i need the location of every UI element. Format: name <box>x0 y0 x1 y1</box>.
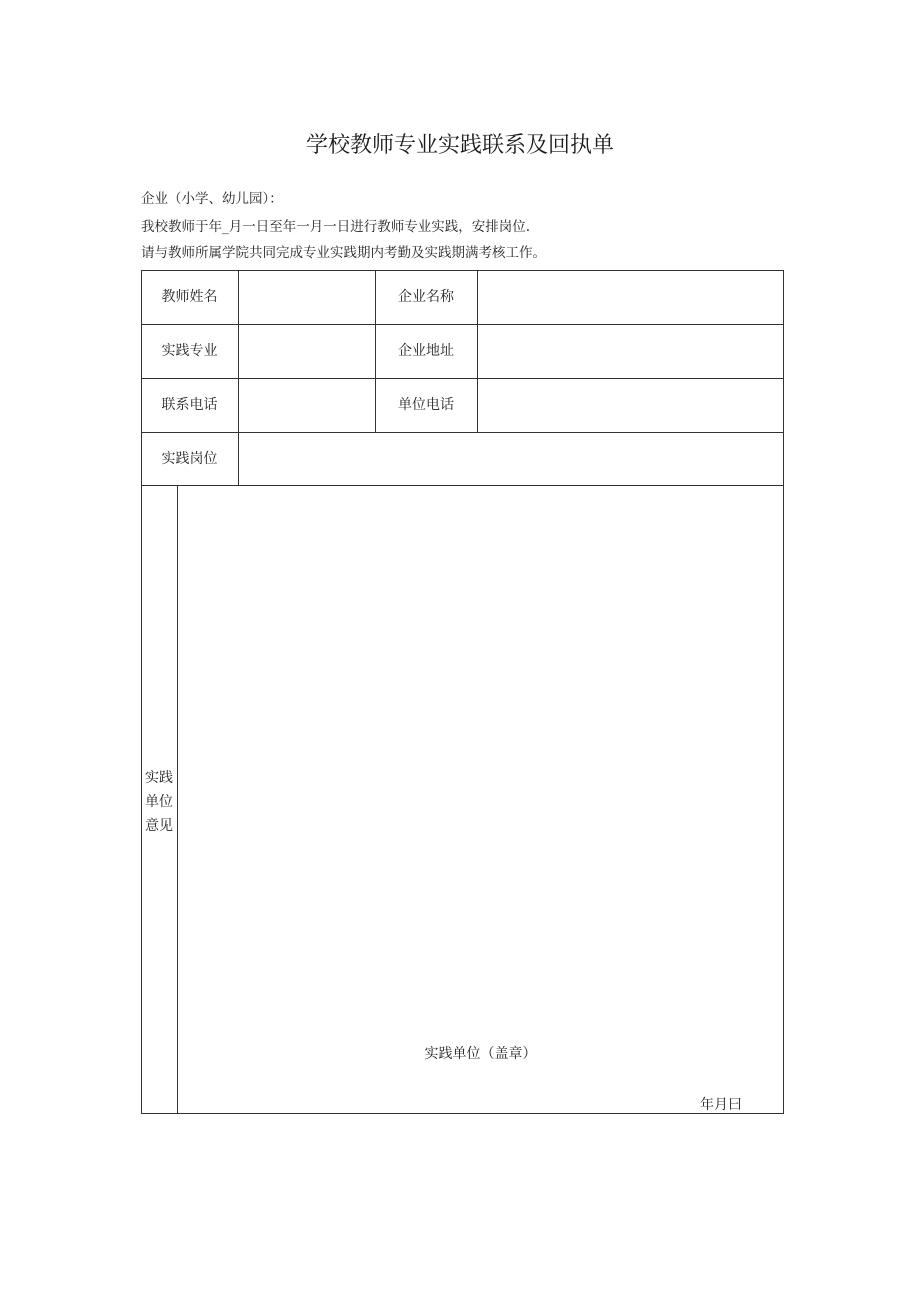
opinion-label-line: 单位 <box>145 794 173 810</box>
addressee-line: 企业（小学、幼儿园）： <box>141 191 283 207</box>
teacher-name-label: 教师姓名 <box>161 289 218 305</box>
table-col-divider <box>477 270 478 432</box>
table-border-bottom <box>141 1113 784 1114</box>
practice-position-label: 实践岗位 <box>161 451 218 467</box>
date-label: 年月曰 <box>700 1097 742 1113</box>
opinion-label <box>141 766 177 838</box>
opinion-label-line: 实践 <box>145 770 173 786</box>
contact-phone-label: 联系电话 <box>161 397 218 413</box>
opinion-field[interactable] <box>185 495 775 1025</box>
table-col-divider <box>177 485 178 1113</box>
table-border-right <box>783 270 784 1114</box>
table-col-divider <box>238 270 239 485</box>
table-row-divider <box>141 485 784 486</box>
page-title: 学校教师专业实践联系及回执单 <box>305 133 614 158</box>
intro-practice-line: 我校教师于年_月一日至年一月一日进行教师专业实践，安排岗位. <box>141 219 531 235</box>
intro-request-line: 请与教师所属学院共同完成专业实践期内考勤及实践期满考核工作。 <box>141 245 546 261</box>
opinion-label-line: 意见 <box>145 818 173 834</box>
company-name-label: 企业名称 <box>398 289 454 305</box>
unit-phone-label: 单位电话 <box>398 397 454 413</box>
practice-major-label: 实践专业 <box>161 343 218 359</box>
stamp-label: 实践单位（盖章） <box>424 1046 537 1062</box>
company-address-label: 企业地址 <box>398 343 454 359</box>
